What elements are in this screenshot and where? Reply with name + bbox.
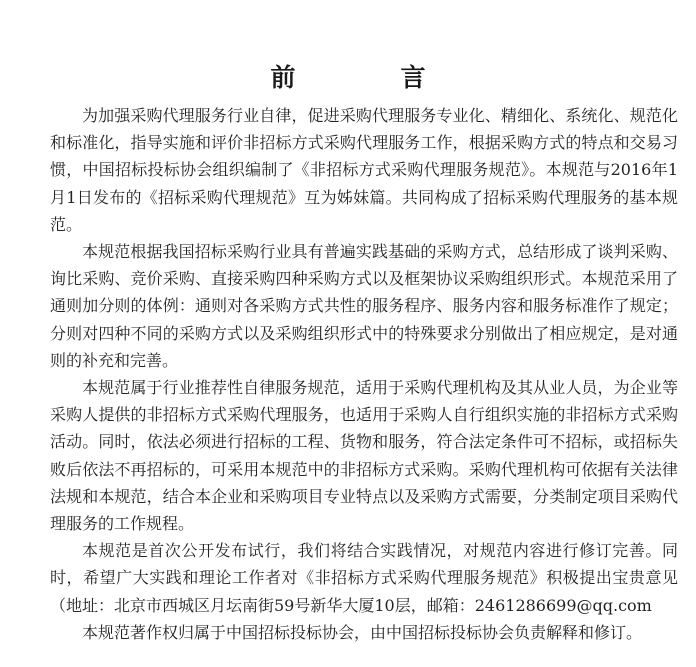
paragraph-3: 本规范属于行业推荐性自律服务规范，适用于采购代理机构及其从业人员，为企业等采购人提供的非招标方式采购代理服务，也适用于采购人自行组织实施的非招标方式采购活动。同时，依法必须进行招标的工程、货物和服务，符合法定条件可不招标，或招标失败后依法不再招标的，可采用本规范中的非招标方式采购。采购代理机构可依据有关法律法规和本规范，结合本企业和采购项目专业特点以及采购方式需要，分类制定项目采购代理服务的工作规程。: [50, 378, 678, 534]
paragraph-4: 本规范是首次公开发布试行，我们将结合实践情况，对规范内容进行修订完善。同时，希望广大实践和理论工作者对《非招标方式采购代理服务规范》积极提出宝贵意见（地址：北京市西城区月坛南街59号新华大厦10层，邮箱：2461286699@qq.com: [50, 541, 678, 615]
paragraph-1: 为加强采购代理服务行业自律，促进采购代理服务专业化、精细化、系统化、规范化和标准化，指导实施和评价非招标方式采购代理服务工作，根据采购方式的特点和交易习惯，中国招标投标协会组织编制了《非招标方式采购代理服务规范》。本规范与2016年1月1日发布的《招标采购代理规范》互为姊妹篇。共同构成了招标采购代理服务的基本规范。: [50, 106, 678, 234]
page-title: 前 言: [270, 63, 466, 92]
document-body: [50, 102, 678, 646]
paragraph-2: 本规范根据我国招标采购行业具有普遍实践基础的采购方式，总结形成了谈判采购、询比采购、竞价采购、直接采购四种采购方式以及框架协议采购组织形式。本规范采用了通则加分则的体例：通则对各采购方式共性的服务程序、服务内容和服务标准作了规定；分则对四种不同的采购方式以及采购组织形式中的特殊要求分别做出了相应规定，是对通则的补充和完善。: [50, 242, 678, 370]
paragraph-5: 本规范著作权归属于中国招标投标协会，由中国招标投标协会负责解释和修订。: [82, 622, 643, 642]
